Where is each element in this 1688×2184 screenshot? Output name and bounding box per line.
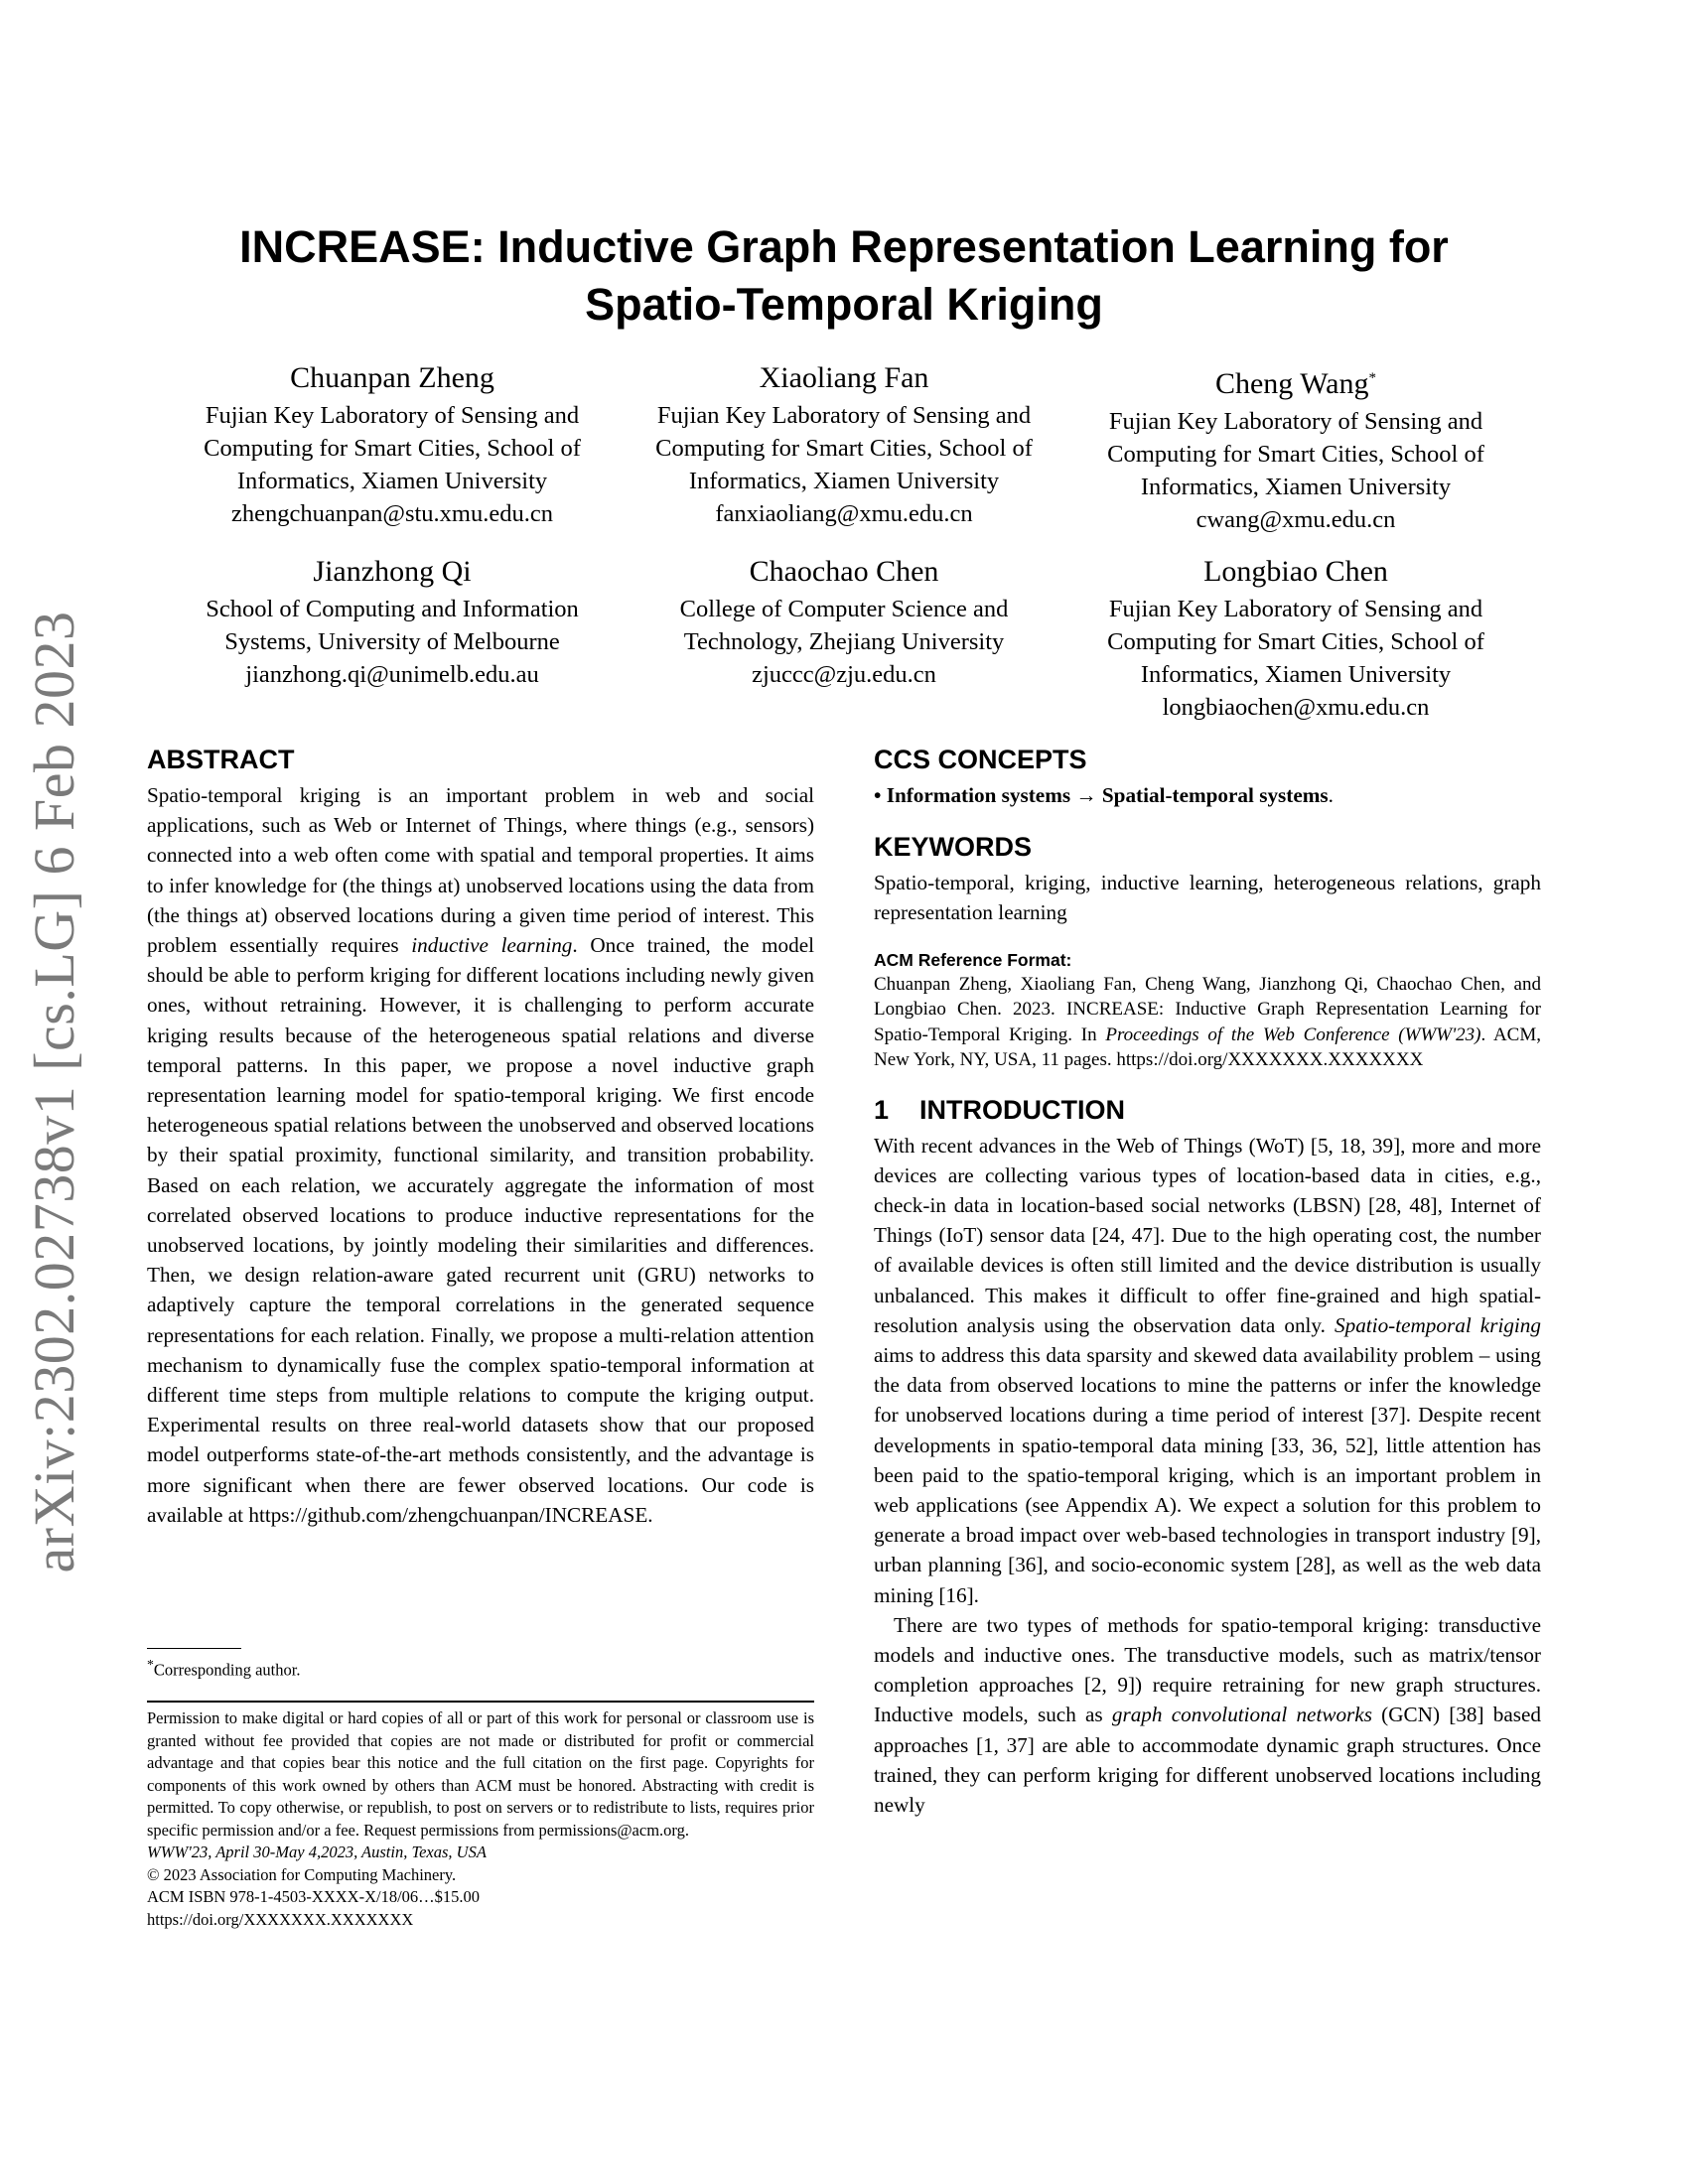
corresponding-mark: * xyxy=(1368,370,1376,386)
author-email[interactable]: fanxiaoliang@xmu.edu.cn xyxy=(715,500,973,527)
acm-reference-part: Chuanpan Zheng, Xiaoliang Fan, Cheng Wang, Jianzhong Qi, Chaochao Chen, and Longbiao Chen. 2023. INCREASE: Inductive Graph Representation Learning for Spatio-Temporal Kriging. In xyxy=(874,973,1541,1045)
abstract-text xyxy=(147,780,814,1530)
acm-reference-heading: ACM Reference Format: xyxy=(874,949,1072,970)
author-affiliation: Fujian Key Laboratory of Sensing and xyxy=(1108,596,1483,622)
author-email[interactable]: longbiaochen@xmu.edu.cn xyxy=(1162,694,1430,721)
author-affiliation: Fujian Key Laboratory of Sensing and xyxy=(205,402,580,429)
ccs-item: Spatial-temporal systems xyxy=(1101,783,1329,807)
author-affiliation: College of Computer Science and xyxy=(679,596,1009,622)
abstract-heading: ABSTRACT xyxy=(147,745,295,774)
intro-emphasis: graph convolutional networks xyxy=(1111,1703,1372,1727)
acm-reference xyxy=(874,948,1541,1073)
footnote xyxy=(147,1654,300,1682)
ccs-arrow: → xyxy=(1075,783,1097,807)
footnote-rule xyxy=(147,1648,241,1649)
keywords-text: Spatio-temporal, kriging, inductive learning, heterogeneous relations, graph representation learning xyxy=(874,871,1541,925)
author-affiliation: Informatics, Xiamen University xyxy=(1140,661,1452,688)
footnote-mark: * xyxy=(147,1657,154,1672)
author-email[interactable]: cwang@xmu.edu.cn xyxy=(1196,506,1396,533)
author-email[interactable]: zjuccc@zju.edu.cn xyxy=(752,661,936,688)
section-number: 1 xyxy=(874,1094,890,1125)
ccs-item: Information systems xyxy=(886,783,1071,807)
author-affiliation: Informatics, Xiamen University xyxy=(1140,474,1452,500)
author-affiliation: Technology, Zhejiang University xyxy=(683,628,1005,655)
isbn-line: ACM ISBN 978-1-4503-XXXX-X/18/06…$15.00 xyxy=(147,1887,481,1906)
abstract-text-part: Spatio-temporal kriging is an important problem in web and social applications, such as Web or Internet of Things, where things (e.g., sensors) connected into a web often come with spatial and temporal properties. It aims to infer knowledge for (the things at) unobserved locations using the data from (the things at) observed locations during a given time period of interest. This problem essentially requires xyxy=(147,783,814,958)
author-name: Longbiao Chen xyxy=(1203,555,1388,588)
footnote-text: Corresponding author. xyxy=(153,1660,301,1680)
acm-reference-part: . ACM, New York, NY, USA, 11 pages. https://doi.org/XXXXXXX.XXXXXXX xyxy=(874,1024,1541,1071)
author-block xyxy=(616,551,1072,691)
keywords-heading: KEYWORDS xyxy=(874,832,1033,863)
intro-text: There are two types of methods for spatio-temporal kriging: transductive models and inductive ones. The transductive models, such as matrix/tensor completion approaches [2, 9]) require retraining for new graph structures. Inductive models, such as xyxy=(874,1612,1541,1727)
right-column xyxy=(874,743,1541,1820)
author-block xyxy=(616,357,1072,530)
arxiv-identifier: arXiv:2302.02738v1 [cs.LG] 6 Feb 2023 xyxy=(22,611,86,1573)
conference-venue xyxy=(147,1842,814,1864)
author-affiliation: Computing for Smart Cities, School of xyxy=(655,435,1033,462)
author-affiliation: Informatics, Xiamen University xyxy=(688,468,1000,494)
ccs-bullet: • xyxy=(874,783,882,807)
abstract-text-part: . Once trained, the model should be able to perform kriging for different locations including newly given ones, without retraining. However, it is challenging to perform accurate kriging results because of the heterogeneous spatial relations and diverse temporal patterns. In this paper, we propose a novel inductive graph representation learning model for spatio-temporal kriging. We first encode heterogeneous spatial relations between the unobserved and observed locations by their spatial proximity, functional similarity, and transition probability. Based on each relation, we accurately aggregate the information of most correlated observed locations to produce inductive representations for the unobserved locations, by jointly modeling their similarities and differences. Then, we design relation-aware gated recurrent unit (GRU) networks to adaptively capture the temporal correlations in the generated sequence representations for each relation. Finally, we propose a multi-relation attention mechanism to dynamically fuse the complex spatio-temporal information at different time steps from multiple relations to compute the kriging output. Experimental results on three real-world datasets show that our proposed model outperforms state-of-the-art methods consistently, and the advantage is more significant when there are fewer observed locations. Our code is available at https://github.com/zhengchuanpan/INCREASE. xyxy=(147,933,815,1527)
author-name xyxy=(1067,357,1524,405)
copyright-line: © 2023 Association for Computing Machinery. xyxy=(147,1864,457,1884)
author-affiliation: Informatics, Xiamen University xyxy=(236,468,548,494)
permission-rule xyxy=(147,1701,814,1703)
author-affiliation: Computing for Smart Cities, School of xyxy=(204,435,581,462)
ccs-concepts xyxy=(874,780,1541,810)
venue-text: WWW'23, April 30-May 4,2023, Austin, Texas, USA xyxy=(147,1843,487,1861)
author-affiliation: Fujian Key Laboratory of Sensing and xyxy=(1108,408,1483,435)
author-block xyxy=(164,357,621,530)
intro-text: aims to address this data sparsity and skewed data availability problem – using the data from observed locations to mine the patterns or infer the knowledge for unobserved locations during a time period of interest [37]. Despite recent developments in spatio-temporal data mining [33, 36, 52], little attention has been paid to the spatio-temporal kriging, which is an important problem in web applications (see Appendix A). We expect a solution for this problem to generate a broad impact over web-based technologies in transport industry [9], urban planning [36], and socio-economic system [28], as well as the web data mining [16]. xyxy=(874,1343,1541,1607)
acm-reference-text xyxy=(874,972,1541,1073)
doi-link[interactable]: https://doi.org/XXXXXXX.XXXXXXX xyxy=(147,1909,414,1929)
ccs-end: . xyxy=(1328,783,1334,807)
author-affiliation: Systems, University of Melbourne xyxy=(224,628,560,655)
intro-text: (GCN) [38] based approaches [1, 37] are able to accommodate dynamic graph structures. Once trained, they can perform kriging for different unobserved locations including newly xyxy=(874,1703,1541,1818)
section-title: INTRODUCTION xyxy=(919,1094,1125,1125)
permission-block xyxy=(147,1707,814,1931)
intro-emphasis: Spatio-temporal kriging xyxy=(1335,1312,1541,1337)
author-block xyxy=(1067,551,1524,724)
author-affiliation: Computing for Smart Cities, School of xyxy=(1107,441,1484,468)
author-name: Chuanpan Zheng xyxy=(290,361,494,394)
introduction-heading xyxy=(874,1093,1541,1127)
author-name-text: Cheng Wang xyxy=(1214,367,1369,400)
author-block xyxy=(164,551,621,691)
author-name: Jianzhong Qi xyxy=(313,555,472,588)
ccs-heading: CCS CONCEPTS xyxy=(874,745,1087,774)
acm-reference-emphasis: Proceedings of the Web Conference (WWW'23) xyxy=(1105,1024,1481,1045)
intro-paragraph xyxy=(874,1610,1541,1820)
author-block xyxy=(1067,357,1524,536)
author-affiliation: Fujian Key Laboratory of Sensing and xyxy=(656,402,1032,429)
author-email[interactable]: jianzhong.qi@unimelb.edu.au xyxy=(245,661,539,688)
abstract-emphasis: inductive learning xyxy=(411,933,573,958)
intro-paragraph xyxy=(874,1131,1541,1610)
author-affiliation: School of Computing and Information xyxy=(206,596,579,622)
paper-title xyxy=(149,218,1539,334)
author-affiliation: Computing for Smart Cities, School of xyxy=(1107,628,1484,655)
author-email[interactable]: zhengchuanpan@stu.xmu.edu.cn xyxy=(231,500,553,527)
intro-text: With recent advances in the Web of Things (WoT) [5, 18, 39], more and more devices are collecting various types of location-based data in cities, e.g., check-in data in location-based social networks (LBSN) [28, 48], Internet of Things (IoT) sensor data [24, 47]. Due to the high operating cost, the number of available devices is often still limited and the device distribution is usually unbalanced. This makes it difficult to offer fine-grained and high spatial-resolution analysis using the observation data only. xyxy=(874,1133,1541,1337)
abstract-section xyxy=(147,743,814,1530)
author-name: Chaochao Chen xyxy=(749,555,939,588)
title-line-2: Spatio-Temporal Kriging xyxy=(585,279,1103,330)
permission-text: Permission to make digital or hard copies of all or part of this work for personal or classroom use is granted without fee provided that copies are not made or distributed for profit or commercial advantage and that copies bear this notice and the full citation on the first page. Copyrights for components of this work owned by others than ACM must be honored. Abstracting with credit is permitted. To copy otherwise, or republish, to post on servers or to redistribute to lists, requires prior specific permission and/or a fee. Request permissions from permissions@acm.org. xyxy=(147,1708,814,1840)
author-name: Xiaoliang Fan xyxy=(759,361,929,394)
title-line-1: INCREASE: Inductive Graph Representation Learning for xyxy=(239,221,1449,272)
